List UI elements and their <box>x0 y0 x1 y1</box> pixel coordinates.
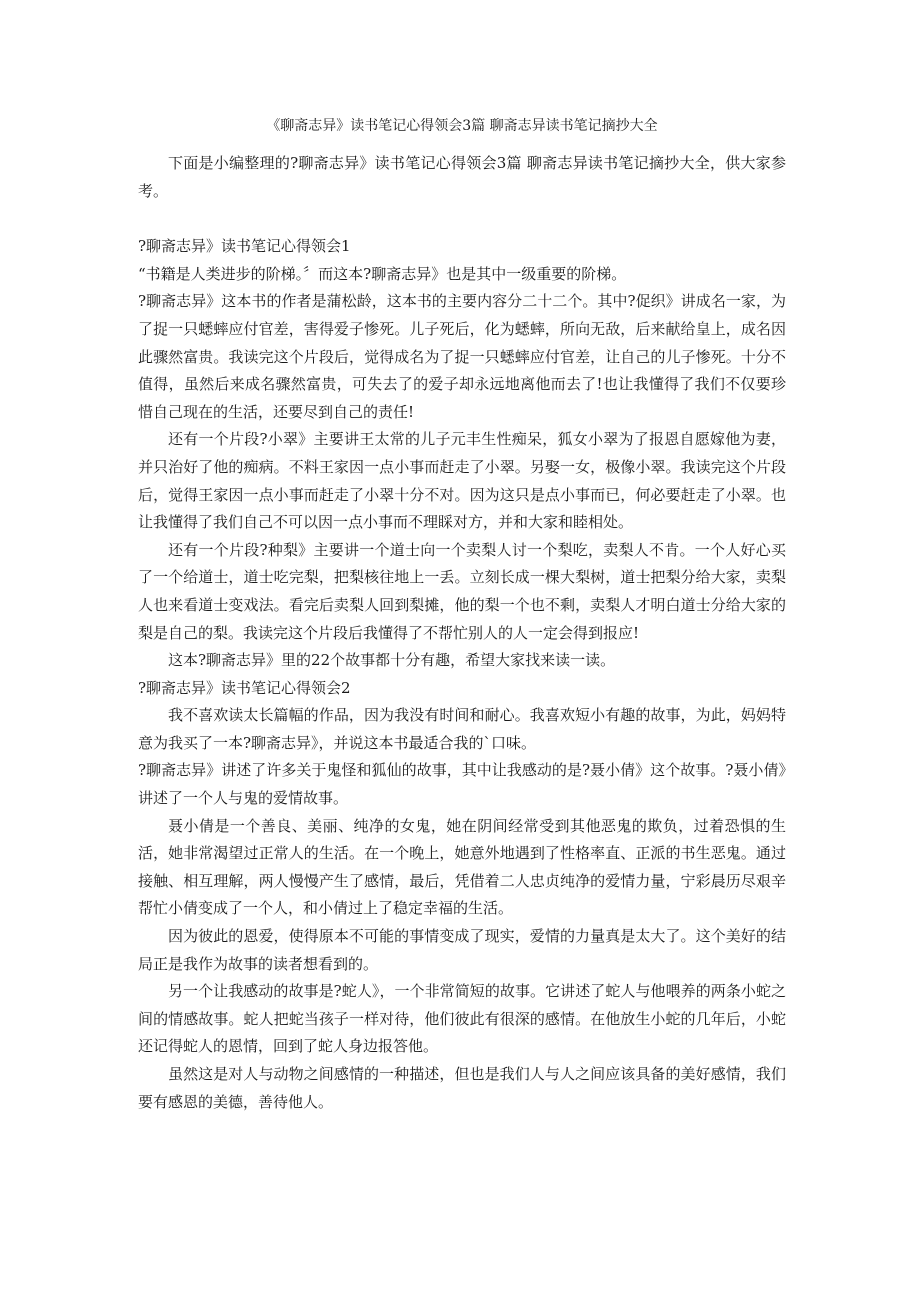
intro-paragraph: 下面是小编整理的?聊斋志异》读书笔记心得领会3篇 聊斋志异读书笔记摘抄大全，供大家参考。 <box>138 154 786 200</box>
section-2-paragraph: 因为彼此的恩爱，使得原本不可能的事情变成了现实，爱情的力量真是太大了。这个美好的结局正是我作为故事的读者想看到的。 <box>138 927 786 973</box>
section-2-heading: ?聊斋志异》读书笔记心得领会2 <box>138 678 351 697</box>
section-2-paragraph: 虽然这是对人与动物之间感情的一种描述，但也是我们人与人之间应该具备的美好感情，我们要有感恩的美德，善待他人。 <box>138 1065 786 1111</box>
section-2-paragraph: ?聊斋志异》讲述了许多关于鬼怪和狐仙的故事，其中让我感动的是?聂小倩》这个故事。?聂小倩》讲述了一个人与鬼的爱情故事。 <box>138 761 786 808</box>
section-2-paragraph: 另一个让我感动的故事是?蛇人》，一个非常简短的故事。它讲述了蛇人与他喂养的两条小蛇之间的情感故事。蛇人把蛇当孩子一样对待，他们彼此有很深的感情。在他放生小蛇的几年后，小蛇还记得蛇人的恩情，回到了蛇人身边报答他。 <box>138 982 786 1056</box>
section-2-paragraph: 我不喜欢读太长篇幅的作品，因为我没有时间和耐心。我喜欢短小有趣的故事，为此，妈妈特意为我买了一本?聊斋志异》，并说这本书最适合我的`口味。 <box>138 706 786 752</box>
section-2-paragraph: 聂小倩是一个善良、美丽、纯净的女鬼，她在阴间经常受到其他恶鬼的欺负，过着恐惧的生活，她非常渴望过正常人的生活。在一个晚上，她意外地遇到了性格率直、正派的书生恶鬼。通过接触、相互理解，两人慢慢产生了感情，最后，凭借着二人忠贞纯净的爱情力量，宁彩晨历尽艰辛帮忙小倩变成了一个人，和小倩过上了稳定幸福的生活。 <box>138 816 786 918</box>
section-1-paragraph: ?聊斋志异》这本书的作者是蒲松龄，这本书的主要内容分二十二个。其中?促织》讲成名一家，为了捉一只蟋蟀应付官差，害得爱子惨死。儿子死后，化为蟋蟀，所向无敌，后来献给皇上，成名因此骤然富贵。我读完这个片段后，觉得成名为了捉一只蟋蟀应付官差，让自己的儿子惨死。十分不值得，虽然后来成名骤然富贵，可失去了的爱子却永远地离他而去了!也让我懂得了我们不仅要珍惜自己现在的生活，还要尽到自己的责任! <box>138 292 786 421</box>
section-1-paragraph: 这本?聊斋志异》里的22个故事都十分有趣，希望大家找来读一读。 <box>168 651 616 670</box>
section-2 <box>138 675 786 1117</box>
section-1-paragraph: 还有一个片段?种梨》主要讲一个道士向一个卖梨人讨一个梨吃，卖梨人不肯。一个人好心买了一个给道士，道士吃完梨，把梨核往地上一丢。立刻长成一棵大梨树，道士把梨分给大家，卖梨人也来看道士变戏法。看完后卖梨人回到梨摊，他的梨一个也不剩，卖梨人才明白道士分给大家的梨是自己的梨。我读完这个片段后我懂得了不帮忙别人的人一定会得到报应! <box>138 540 786 642</box>
section-1-paragraph: “书籍是人类进步的阶梯。〞而这本?聊斋志异》也是其中一级重要的阶梯。 <box>138 264 627 283</box>
document-page <box>138 112 786 1116</box>
section-1-heading: ?聊斋志异》读书笔记心得领会1 <box>138 237 351 256</box>
section-1-paragraph: 还有一个片段?小翠》主要讲王太常的儿子元丰生性痴呆，狐女小翠为了报恩自愿嫁他为妻，并只治好了他的痴病。不料王家因一点小事而赶走了小翠。另娶一女，极像小翠。我读完这个片段后，觉得王家因一点小事而赶走了小翠十分不对。因为这只是点小事而已，何必要赶走了小翠。也让我懂得了我们自己不可以因一点小事而不理睬对方，并和大家和睦相处。 <box>138 430 786 532</box>
spacer <box>138 205 786 233</box>
section-1 <box>138 233 786 675</box>
document-title: 《聊斋志异》读书笔记心得领会3篇 聊斋志异读书笔记摘抄大全 <box>266 118 658 134</box>
